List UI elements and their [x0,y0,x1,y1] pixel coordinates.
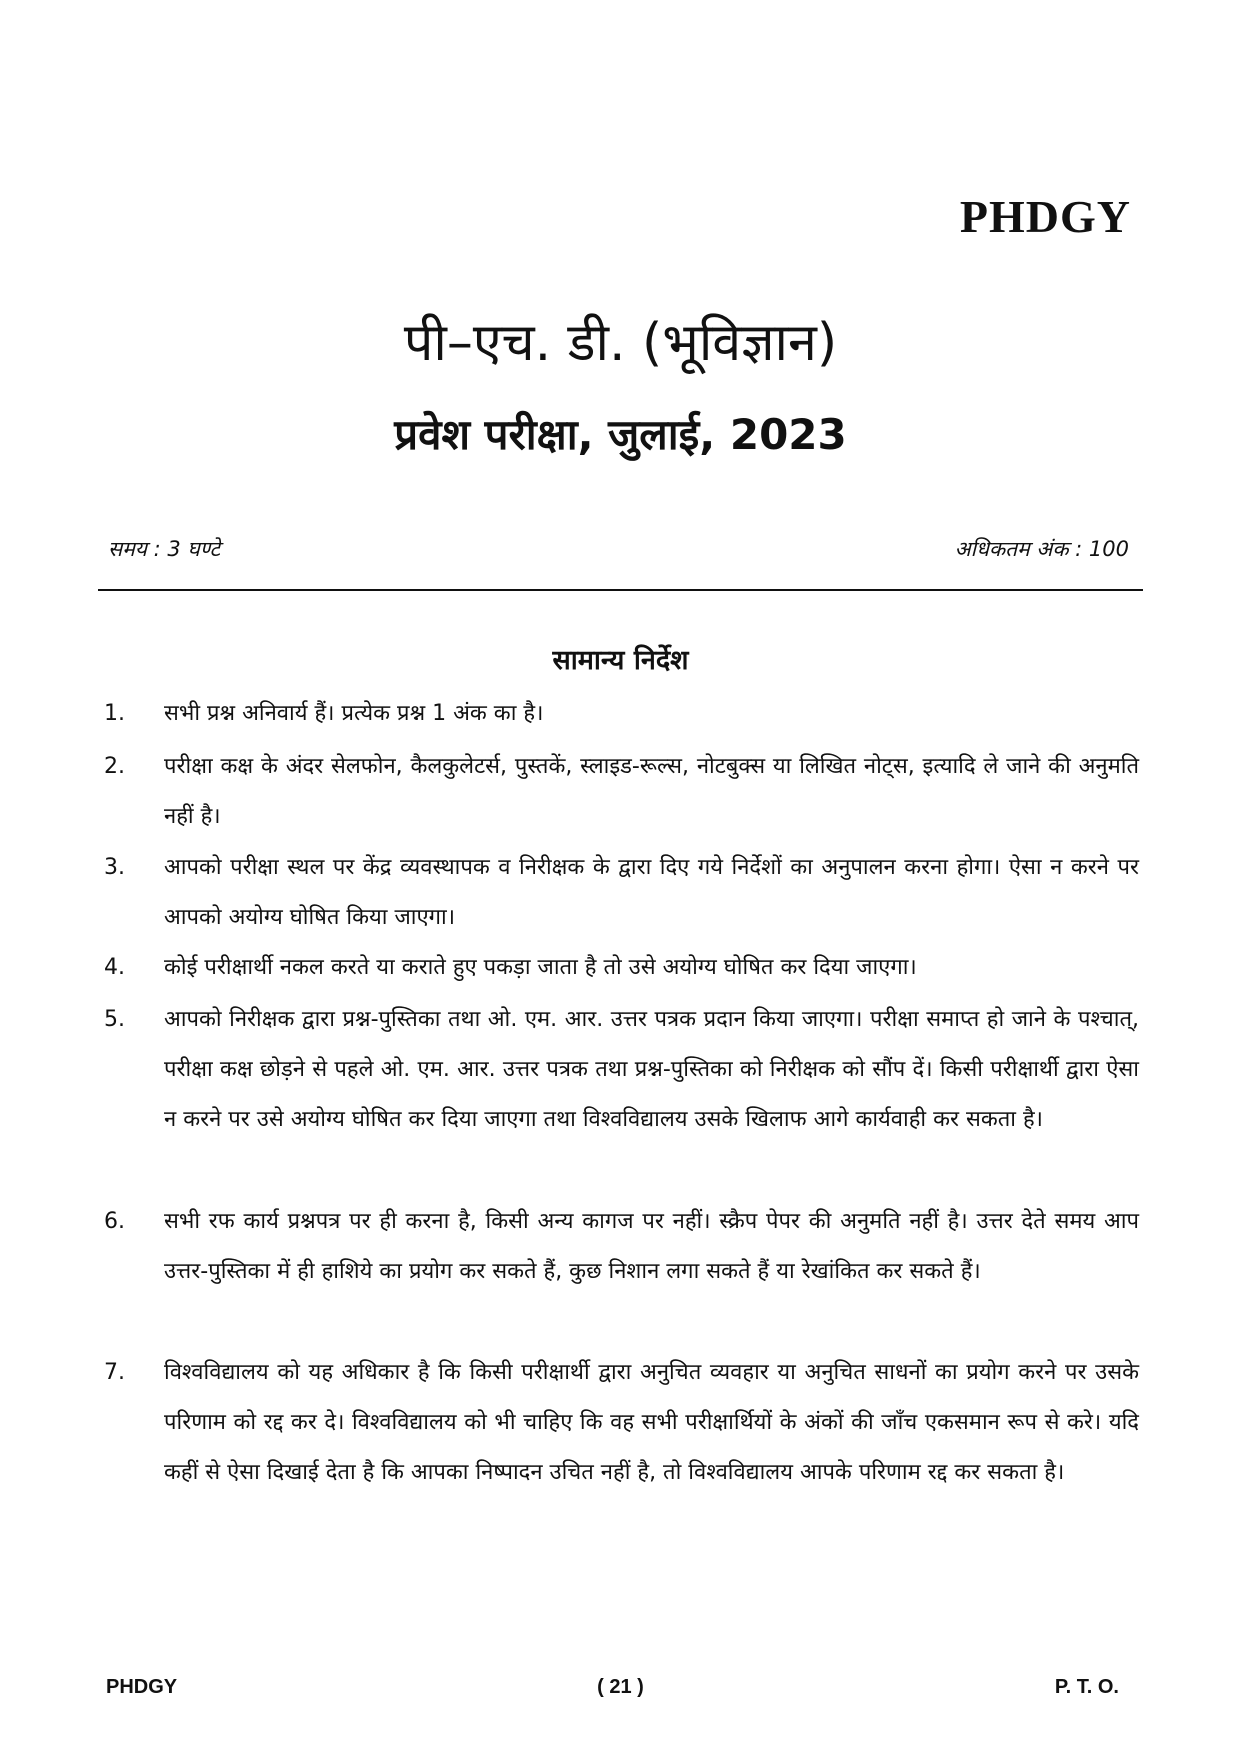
list-item [104,1348,1139,1498]
list-item [104,843,1139,943]
item-number: 3. [104,855,125,880]
footer-code: PHDGY [106,1676,178,1698]
item-number: 2. [104,754,125,779]
item-text: सभी प्रश्न अनिवार्य हैं। प्रत्येक प्रश्न 1 अंक का है। [164,701,544,726]
page-title: पी–एच. डी. (भूविज्ञान) [403,313,838,373]
item-text: कोई परीक्षार्थी नकल करते या कराते हुए पकड़ा जाता है तो उसे अयोग्य घोषित कर दिया जाएगा। [164,955,917,980]
item-number: 1. [104,701,125,726]
list-item [104,742,1139,842]
item-number: 7. [104,1360,125,1385]
item-text: विश्वविद्यालय को यह अधिकार है कि किसी परीक्षार्थी द्वारा अनुचित व्यवहार या अनुचित साधनों का प्रयोग करने पर उसके परिणाम को रद्द कर दे। विश्वविद्यालय को भी चाहिए कि वह सभी परीक्षार्थियों के अंकों की जाँच एकसमान रूप से करे। यदि कहीं से ऐसा दिखाई देता है कि आपका निष्पादन उचित नहीं है, तो विश्वविद्यालय आपके परिणाम रद्द कर सकता है। [164,1360,1139,1485]
item-text: आपको परीक्षा स्थल पर केंद्र व्यवस्थापक व निरीक्षक के द्वारा दिए गये निर्देशों का अनुपालन करना होगा। ऐसा न करने पर आपको अयोग्य घोषित किया जाएगा। [164,855,1139,930]
page-number: ( 21 ) [597,1676,644,1698]
item-number: 4. [104,955,125,980]
item-text: आपको निरीक्षक द्वारा प्रश्न-पुस्तिका तथा ओ. एम. आर. उत्तर पत्रक प्रदान किया जाएगा। परीक्षा समाप्त हो जाने के पश्चात्, परीक्षा कक्ष छोड़ने से पहले ओ. एम. आर. उत्तर पत्रक तथा प्रश्न-पुस्तिका को निरीक्षक को सौंप दें। किसी परीक्षार्थी द्वारा ऐसा न करने पर उसे अयोग्य घोषित कर दिया जाएगा तथा विश्वविद्यालय उसके खिलाफ आगे कार्यवाही कर सकता है। [164,1007,1139,1132]
list-item [104,1197,1139,1297]
paper-code: PHDGY [959,191,1131,242]
item-text: परीक्षा कक्ष के अंदर सेलफोन, कैलकुलेटर्स, पुस्तकें, स्लाइड-रूल्स, नोटबुक्स या लिखित नोट्स, इत्यादि ले जाने की अनुमति नहीं है। [164,754,1139,829]
pto-label: P. T. O. [1054,1676,1119,1698]
list-item [104,943,1139,993]
list-item [104,689,1139,739]
item-number: 5. [104,1007,125,1032]
page-subtitle: प्रवेश परीक्षा, जुलाई, 2023 [394,410,847,459]
item-text: सभी रफ कार्य प्रश्नपत्र पर ही करना है, किसी अन्य कागज पर नहीं। स्क्रैप पेपर की अनुमति नहीं है। उत्तर देते समय आप उत्तर-पुस्तिका में ही हाशिये का प्रयोग कर सकते हैं, कुछ निशान लगा सकते हैं या रेखांकित कर सकते हैं। [164,1209,1139,1284]
exam-duration: समय : 3 घण्टे [108,537,221,561]
item-number: 6. [104,1209,125,1234]
divider [98,589,1143,591]
max-marks: अधिकतम अंक : 100 [954,537,1129,561]
instructions-heading: सामान्य निर्देश [552,645,689,676]
list-item [104,995,1139,1145]
